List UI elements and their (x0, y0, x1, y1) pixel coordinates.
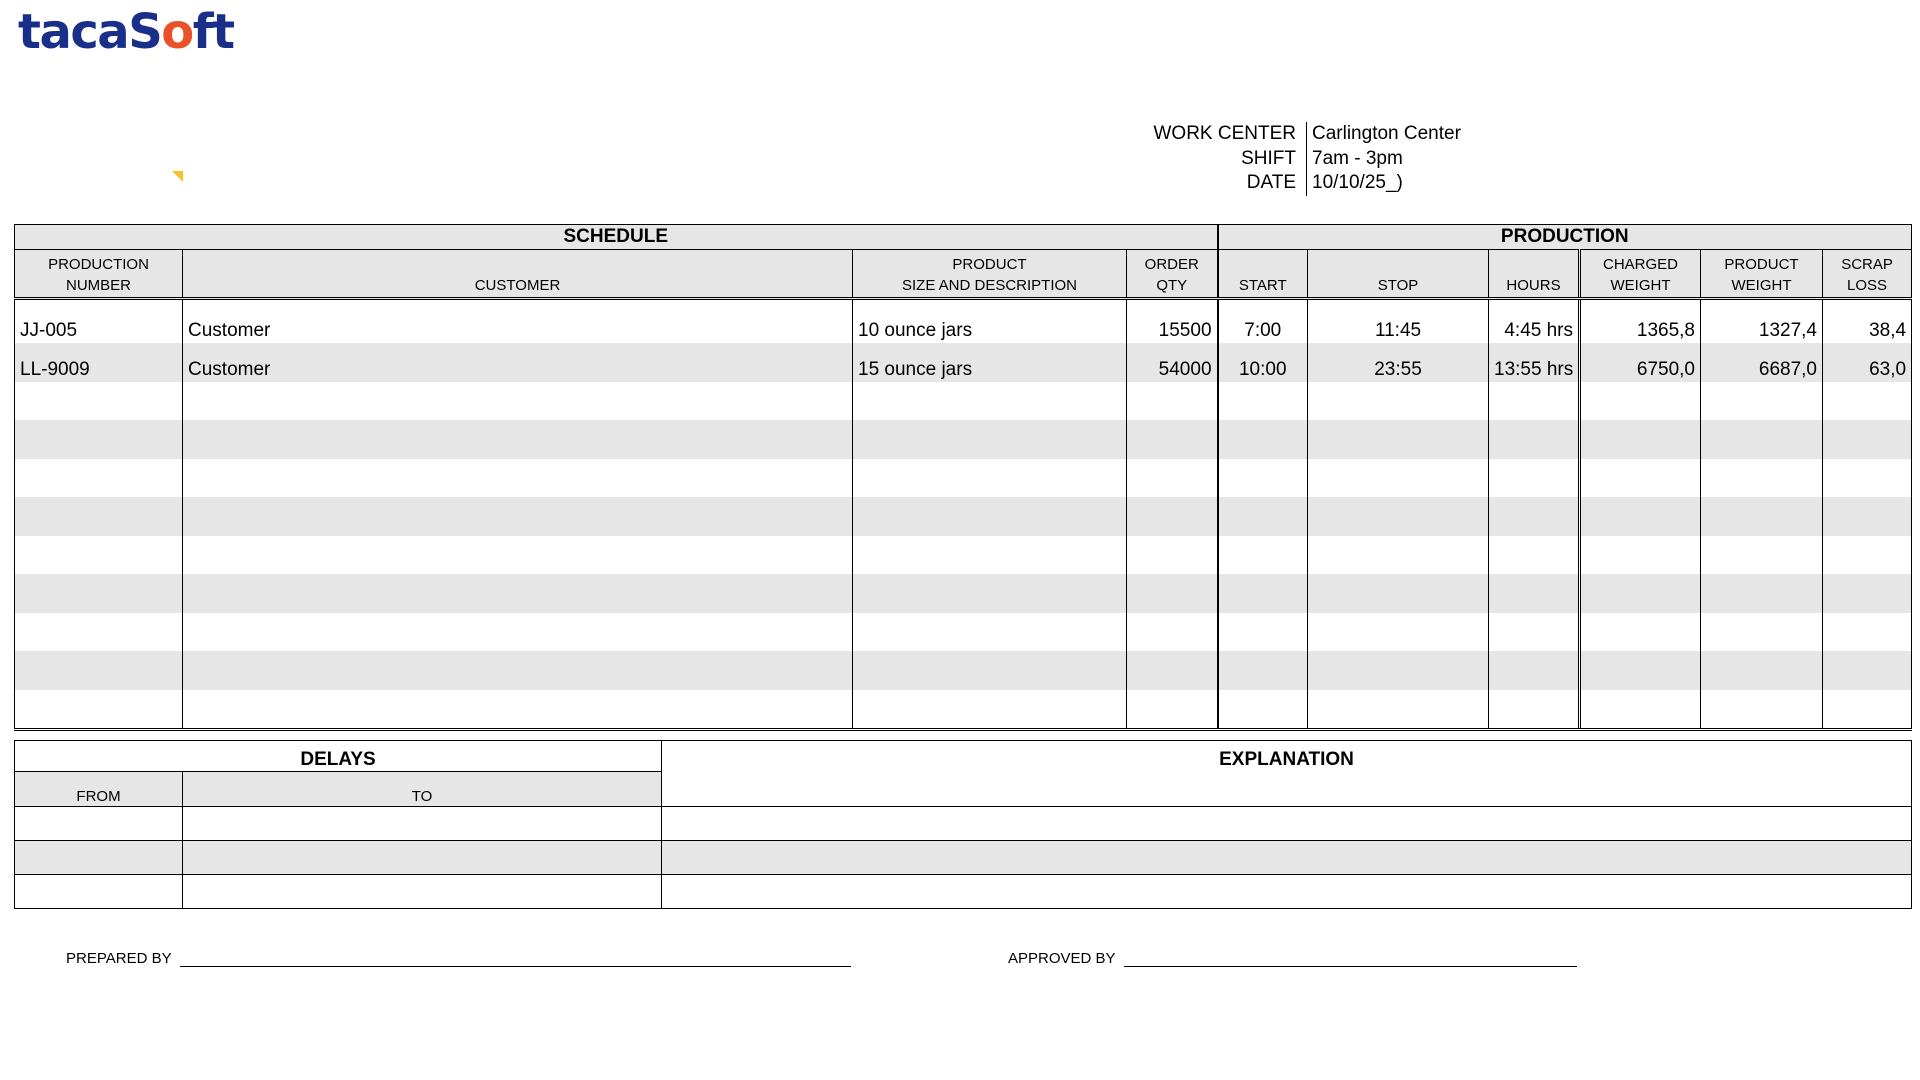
cell-product-description[interactable] (853, 497, 1127, 536)
cell-scrap-loss[interactable] (1823, 651, 1912, 690)
cell-delay-explanation[interactable] (662, 807, 1912, 841)
cell-start[interactable] (1218, 497, 1308, 536)
cell-charged-weight[interactable] (1580, 382, 1701, 421)
cell-customer[interactable] (183, 690, 853, 730)
cell-stop[interactable] (1308, 420, 1489, 459)
cell-delay-to[interactable] (183, 807, 662, 841)
table-row (15, 343, 1912, 382)
cell-product-description[interactable] (853, 613, 1127, 652)
table-row (15, 613, 1912, 652)
cell-start[interactable] (1218, 459, 1308, 498)
cell-start[interactable] (1218, 613, 1308, 652)
cell-product-description[interactable] (853, 420, 1127, 459)
work-center-row (1100, 122, 1612, 147)
cell-production-number[interactable] (15, 690, 183, 730)
cell-customer[interactable] (183, 651, 853, 690)
cell-delay-to[interactable] (183, 841, 662, 875)
cell-start[interactable] (1218, 536, 1308, 575)
cell-product-description[interactable]: 15 ounce jars (853, 343, 1127, 382)
cell-start[interactable] (1218, 382, 1308, 421)
cell-hours[interactable]: 4:45 hrs (1489, 299, 1580, 344)
schedule-section-header: SCHEDULE (15, 225, 1218, 250)
cell-stop[interactable] (1308, 382, 1489, 421)
explanation-header: EXPLANATION (662, 741, 1912, 807)
cell-customer[interactable]: Customer (183, 343, 853, 382)
cell-hours[interactable] (1489, 613, 1580, 652)
cell-product-weight[interactable]: 6687,0 (1701, 343, 1823, 382)
cell-hours[interactable] (1489, 382, 1580, 421)
cell-charged-weight[interactable] (1580, 536, 1701, 575)
cell-product-weight[interactable] (1701, 651, 1823, 690)
col-header-order-qty: ORDER QTY (1127, 250, 1218, 299)
cell-order-qty[interactable] (1127, 536, 1218, 575)
cell-start[interactable] (1218, 574, 1308, 613)
cell-product-weight[interactable]: 1327,4 (1701, 299, 1823, 344)
cell-scrap-loss[interactable] (1823, 536, 1912, 575)
cell-production-number[interactable] (15, 420, 183, 459)
header-info (1100, 122, 1612, 196)
cell-product-description[interactable] (853, 382, 1127, 421)
cell-charged-weight[interactable] (1580, 613, 1701, 652)
cell-order-qty[interactable] (1127, 574, 1218, 613)
cell-scrap-loss[interactable] (1823, 613, 1912, 652)
cell-scrap-loss[interactable] (1823, 459, 1912, 498)
cell-product-description[interactable]: 10 ounce jars (853, 299, 1127, 344)
cell-product-weight[interactable] (1701, 420, 1823, 459)
cell-start[interactable]: 10:00 (1218, 343, 1308, 382)
cell-production-number[interactable] (15, 651, 183, 690)
cell-start[interactable]: 7:00 (1218, 299, 1308, 344)
cell-scrap-loss[interactable]: 63,0 (1823, 343, 1912, 382)
cell-hours[interactable] (1489, 574, 1580, 613)
cell-product-weight[interactable] (1701, 382, 1823, 421)
approved-by-label: APPROVED BY (1008, 950, 1116, 967)
cell-charged-weight[interactable] (1580, 497, 1701, 536)
cell-scrap-loss[interactable] (1823, 420, 1912, 459)
shift-value[interactable]: 7am - 3pm (1306, 147, 1612, 172)
cell-charged-weight[interactable] (1580, 574, 1701, 613)
col-header-product-weight: PRODUCT WEIGHT (1701, 250, 1823, 299)
cell-order-qty[interactable] (1127, 690, 1218, 730)
cell-product-weight[interactable] (1701, 497, 1823, 536)
cell-product-description[interactable] (853, 574, 1127, 613)
table-row (15, 574, 1912, 613)
cell-order-qty[interactable] (1127, 420, 1218, 459)
table-row (15, 690, 1912, 730)
cell-start[interactable] (1218, 651, 1308, 690)
cell-stop[interactable] (1308, 690, 1489, 730)
cell-scrap-loss[interactable] (1823, 690, 1912, 730)
col-header-hours: HOURS (1489, 250, 1580, 299)
cell-hours[interactable] (1489, 497, 1580, 536)
cell-product-description[interactable] (853, 459, 1127, 498)
prepared-by-label: PREPARED BY (66, 950, 172, 967)
cell-stop[interactable] (1308, 574, 1489, 613)
col-header-customer: CUSTOMER (183, 250, 853, 299)
approved-by-signature-line[interactable] (1124, 946, 1577, 967)
cell-stop[interactable] (1308, 459, 1489, 498)
cell-customer[interactable] (183, 420, 853, 459)
cell-hours[interactable] (1489, 690, 1580, 730)
cell-production-number[interactable] (15, 382, 183, 421)
table-row (15, 841, 1912, 875)
delays-header: DELAYS (15, 741, 662, 772)
cell-charged-weight[interactable] (1580, 459, 1701, 498)
cell-customer[interactable] (183, 613, 853, 652)
cell-delay-to[interactable] (183, 875, 662, 909)
cell-order-qty[interactable] (1127, 497, 1218, 536)
col-header-stop: STOP (1308, 250, 1489, 299)
cell-hours[interactable] (1489, 651, 1580, 690)
delays-table (14, 740, 1912, 909)
cell-product-description[interactable] (853, 651, 1127, 690)
cell-stop[interactable] (1308, 497, 1489, 536)
date-value[interactable]: 10/10/25_) (1306, 171, 1612, 196)
cell-order-qty[interactable] (1127, 459, 1218, 498)
cell-hours[interactable]: 13:55 hrs (1489, 343, 1580, 382)
prepared-by (66, 946, 851, 967)
cell-production-number[interactable] (15, 574, 183, 613)
cell-order-qty[interactable] (1127, 382, 1218, 421)
approved-by (1008, 946, 1577, 967)
col-header-scrap-loss: SCRAP LOSS (1823, 250, 1912, 299)
table-row (15, 651, 1912, 690)
col-header-production-number: PRODUCTION NUMBER (15, 250, 183, 299)
cell-production-number[interactable]: LL-9009 (15, 343, 183, 382)
cell-customer[interactable] (183, 536, 853, 575)
cell-product-description[interactable] (853, 536, 1127, 575)
cell-product-weight[interactable] (1701, 690, 1823, 730)
cell-order-qty[interactable]: 15500 (1127, 299, 1218, 344)
production-section-header: PRODUCTION (1218, 225, 1912, 250)
cell-production-number[interactable]: JJ-005 (15, 299, 183, 344)
cell-hours[interactable] (1489, 536, 1580, 575)
date-row (1100, 171, 1612, 196)
prepared-by-signature-line[interactable] (180, 946, 851, 967)
cell-delay-from[interactable] (15, 807, 183, 841)
table-row (15, 875, 1912, 909)
col-header-start: START (1218, 250, 1308, 299)
cell-start[interactable] (1218, 690, 1308, 730)
cell-order-qty[interactable] (1127, 651, 1218, 690)
cell-stop[interactable]: 11:45 (1308, 299, 1489, 344)
delay-to-header: TO (183, 772, 662, 807)
table-row (15, 299, 1912, 344)
work-center-value[interactable]: Carlington Center (1306, 122, 1612, 147)
work-center-label: WORK CENTER (1153, 123, 1296, 144)
cell-customer[interactable] (183, 574, 853, 613)
cell-delay-from[interactable] (15, 875, 183, 909)
cell-hours[interactable] (1489, 420, 1580, 459)
cell-customer[interactable]: Customer (183, 299, 853, 344)
cell-charged-weight[interactable] (1580, 690, 1701, 730)
cell-delay-explanation[interactable] (662, 841, 1912, 875)
cell-stop[interactable] (1308, 536, 1489, 575)
cell-charged-weight[interactable] (1580, 651, 1701, 690)
cell-stop[interactable]: 23:55 (1308, 343, 1489, 382)
cell-production-number[interactable] (15, 497, 183, 536)
cell-product-weight[interactable] (1701, 459, 1823, 498)
cell-customer[interactable] (183, 459, 853, 498)
cell-order-qty[interactable]: 54000 (1127, 343, 1218, 382)
cell-charged-weight[interactable] (1580, 420, 1701, 459)
table-row (15, 420, 1912, 459)
table-row (15, 536, 1912, 575)
date-label: DATE (1246, 172, 1296, 193)
cell-scrap-loss[interactable] (1823, 497, 1912, 536)
cell-delay-from[interactable] (15, 841, 183, 875)
cell-customer[interactable] (183, 497, 853, 536)
cell-stop[interactable] (1308, 613, 1489, 652)
cell-product-weight[interactable] (1701, 613, 1823, 652)
shift-label: SHIFT (1241, 147, 1296, 169)
tacasoft-logo: tacaSoft (18, 4, 234, 60)
delay-from-header: FROM (15, 772, 183, 807)
table-row (15, 807, 1912, 841)
cell-product-weight[interactable] (1701, 574, 1823, 613)
col-header-product-description: PRODUCT SIZE AND DESCRIPTION (853, 250, 1127, 299)
shift-row (1100, 147, 1612, 172)
cell-delay-explanation[interactable] (662, 875, 1912, 909)
cell-hours[interactable] (1489, 459, 1580, 498)
cell-production-number[interactable] (15, 536, 183, 575)
cell-order-qty[interactable] (1127, 613, 1218, 652)
cell-scrap-loss[interactable] (1823, 574, 1912, 613)
cell-scrap-loss[interactable]: 38,4 (1823, 299, 1912, 344)
col-header-charged-weight: CHARGED WEIGHT (1580, 250, 1701, 299)
cell-charged-weight[interactable]: 1365,8 (1580, 299, 1701, 344)
cell-product-weight[interactable] (1701, 536, 1823, 575)
cell-production-number[interactable] (15, 459, 183, 498)
cell-start[interactable] (1218, 420, 1308, 459)
table-row (15, 459, 1912, 498)
cell-production-number[interactable] (15, 613, 183, 652)
cell-customer[interactable] (183, 382, 853, 421)
table-row (15, 382, 1912, 421)
cell-comment-marker[interactable] (172, 171, 183, 182)
schedule-production-table (14, 224, 1912, 731)
cell-scrap-loss[interactable] (1823, 382, 1912, 421)
cell-product-description[interactable] (853, 690, 1127, 730)
cell-charged-weight[interactable]: 6750,0 (1580, 343, 1701, 382)
cell-stop[interactable] (1308, 651, 1489, 690)
table-row (15, 497, 1912, 536)
